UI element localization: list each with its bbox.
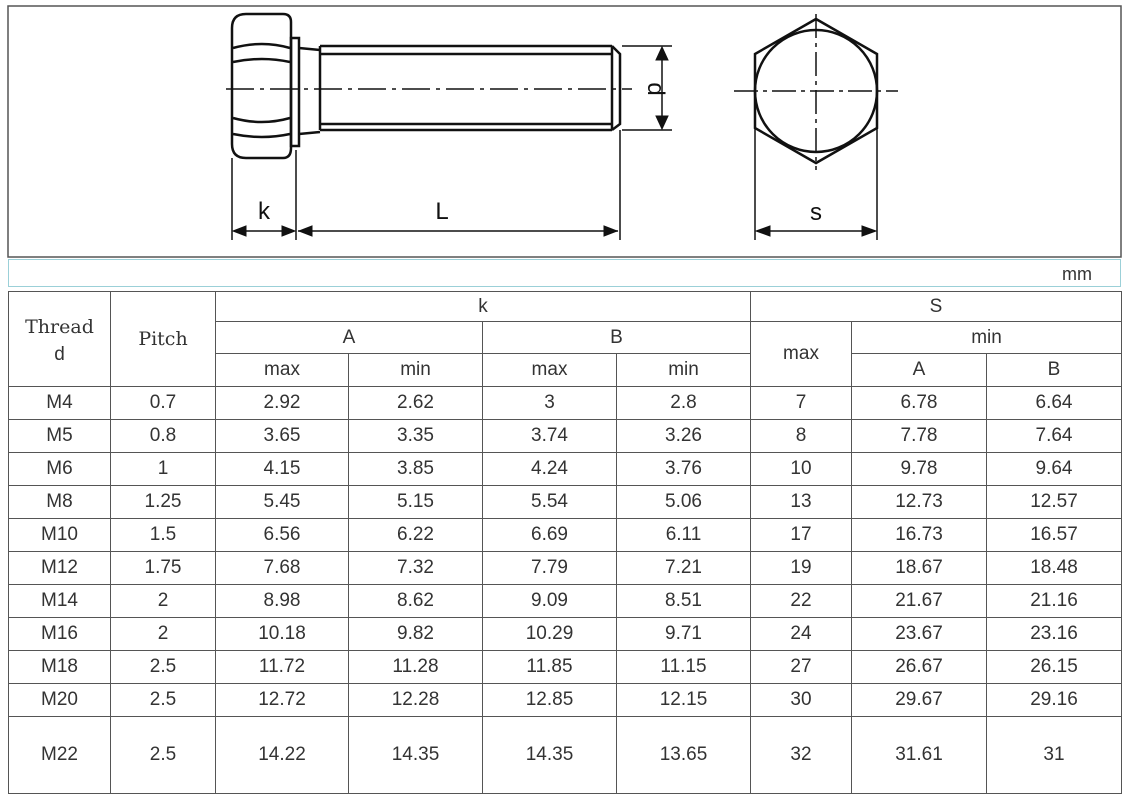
cell-ka-max: 14.22	[216, 717, 349, 794]
cell-sb-min: 31	[987, 717, 1122, 794]
header-kb-max: max	[483, 354, 617, 387]
cell-ka-min: 7.32	[349, 552, 483, 585]
cell-kb-max: 9.09	[483, 585, 617, 618]
cell-ka-min: 2.62	[349, 387, 483, 420]
cell-kb-min: 11.15	[617, 651, 751, 684]
header-pitch: Pitch	[111, 292, 216, 387]
cell-s-max: 27	[751, 651, 852, 684]
cell-s-max: 8	[751, 420, 852, 453]
table-row	[9, 585, 1122, 618]
cell-sb-min: 16.57	[987, 519, 1122, 552]
cell-sa-min: 9.78	[852, 453, 987, 486]
cell-ka-min: 8.62	[349, 585, 483, 618]
cell-ka-max: 7.68	[216, 552, 349, 585]
cell-thread: M5	[9, 420, 111, 453]
cell-pitch: 0.7	[111, 387, 216, 420]
header-ka-min: min	[349, 354, 483, 387]
cell-thread: M16	[9, 618, 111, 651]
cell-ka-max: 2.92	[216, 387, 349, 420]
cell-pitch: 2.5	[111, 684, 216, 717]
table-row	[9, 618, 1122, 651]
dimension-label-d: d	[642, 82, 669, 96]
bolt-side-view	[226, 14, 672, 240]
cell-pitch: 2	[111, 618, 216, 651]
dimension-label-L: L	[435, 198, 449, 225]
cell-sb-min: 7.64	[987, 420, 1122, 453]
cell-pitch: 1	[111, 453, 216, 486]
cell-ka-min: 14.35	[349, 717, 483, 794]
cell-ka-max: 8.98	[216, 585, 349, 618]
cell-sa-min: 23.67	[852, 618, 987, 651]
cell-sa-min: 6.78	[852, 387, 987, 420]
cell-ka-min: 5.15	[349, 486, 483, 519]
cell-kb-min: 9.71	[617, 618, 751, 651]
cell-pitch: 0.8	[111, 420, 216, 453]
cell-ka-min: 6.22	[349, 519, 483, 552]
cell-thread: M6	[9, 453, 111, 486]
bolt-spec-table	[8, 291, 1122, 794]
cell-ka-max: 11.72	[216, 651, 349, 684]
cell-s-max: 17	[751, 519, 852, 552]
cell-kb-max: 11.85	[483, 651, 617, 684]
table-row	[9, 453, 1122, 486]
cell-pitch: 2.5	[111, 717, 216, 794]
cell-ka-min: 12.28	[349, 684, 483, 717]
table-row	[9, 387, 1122, 420]
cell-sb-min: 12.57	[987, 486, 1122, 519]
cell-kb-min: 7.21	[617, 552, 751, 585]
cell-sa-min: 26.67	[852, 651, 987, 684]
cell-s-max: 30	[751, 684, 852, 717]
cell-ka-max: 6.56	[216, 519, 349, 552]
cell-kb-max: 3	[483, 387, 617, 420]
cell-sa-min: 31.61	[852, 717, 987, 794]
header-s: S	[751, 292, 1122, 322]
cell-ka-min: 9.82	[349, 618, 483, 651]
cell-thread: M12	[9, 552, 111, 585]
cell-pitch: 1.5	[111, 519, 216, 552]
cell-pitch: 1.75	[111, 552, 216, 585]
header-k: k	[216, 292, 751, 322]
unit-band	[8, 259, 1121, 287]
cell-sb-min: 9.64	[987, 453, 1122, 486]
cell-s-max: 13	[751, 486, 852, 519]
table-row	[9, 552, 1122, 585]
header-s-grade-b: B	[987, 354, 1122, 387]
cell-thread: M18	[9, 651, 111, 684]
cell-thread: M10	[9, 519, 111, 552]
cell-kb-min: 8.51	[617, 585, 751, 618]
bolt-drawing	[0, 0, 1128, 258]
cell-ka-min: 11.28	[349, 651, 483, 684]
cell-sa-min: 16.73	[852, 519, 987, 552]
cell-s-max: 32	[751, 717, 852, 794]
cell-kb-max: 6.69	[483, 519, 617, 552]
cell-thread: M4	[9, 387, 111, 420]
cell-thread: M14	[9, 585, 111, 618]
cell-ka-min: 3.35	[349, 420, 483, 453]
cell-kb-min: 3.76	[617, 453, 751, 486]
cell-sb-min: 26.15	[987, 651, 1122, 684]
table-row	[9, 519, 1122, 552]
cell-thread: M20	[9, 684, 111, 717]
cell-kb-min: 6.11	[617, 519, 751, 552]
header-ka-max: max	[216, 354, 349, 387]
unit-label: mm	[1062, 264, 1092, 284]
cell-s-max: 19	[751, 552, 852, 585]
cell-pitch: 1.25	[111, 486, 216, 519]
cell-ka-max: 12.72	[216, 684, 349, 717]
cell-sa-min: 12.73	[852, 486, 987, 519]
cell-kb-max: 4.24	[483, 453, 617, 486]
drawing-frame	[8, 6, 1121, 257]
cell-kb-max: 5.54	[483, 486, 617, 519]
header-k-grade-a: A	[216, 322, 483, 354]
cell-kb-min: 3.26	[617, 420, 751, 453]
dimension-label-s: s	[810, 199, 822, 226]
cell-kb-max: 10.29	[483, 618, 617, 651]
cell-pitch: 2	[111, 585, 216, 618]
header-kb-min: min	[617, 354, 751, 387]
cell-kb-min: 2.8	[617, 387, 751, 420]
cell-sb-min: 18.48	[987, 552, 1122, 585]
cell-thread: M8	[9, 486, 111, 519]
header-k-grade-b: B	[483, 322, 751, 354]
cell-kb-max: 7.79	[483, 552, 617, 585]
cell-sb-min: 29.16	[987, 684, 1122, 717]
cell-kb-max: 12.85	[483, 684, 617, 717]
cell-sa-min: 21.67	[852, 585, 987, 618]
cell-sb-min: 23.16	[987, 618, 1122, 651]
cell-sb-min: 21.16	[987, 585, 1122, 618]
table-row	[9, 420, 1122, 453]
cell-ka-max: 3.65	[216, 420, 349, 453]
dimension-label-k: k	[258, 198, 270, 225]
cell-s-max: 22	[751, 585, 852, 618]
cell-sa-min: 18.67	[852, 552, 987, 585]
cell-ka-max: 4.15	[216, 453, 349, 486]
cell-pitch: 2.5	[111, 651, 216, 684]
table-row	[9, 717, 1122, 794]
table-row	[9, 486, 1122, 519]
header-s-min: min	[852, 322, 1122, 354]
cell-s-max: 24	[751, 618, 852, 651]
header-s-grade-a: A	[852, 354, 987, 387]
cell-sb-min: 6.64	[987, 387, 1122, 420]
cell-kb-min: 13.65	[617, 717, 751, 794]
cell-kb-min: 5.06	[617, 486, 751, 519]
cell-ka-max: 10.18	[216, 618, 349, 651]
cell-ka-min: 3.85	[349, 453, 483, 486]
cell-kb-min: 12.15	[617, 684, 751, 717]
cell-thread: M22	[9, 717, 111, 794]
cell-ka-max: 5.45	[216, 486, 349, 519]
cell-kb-max: 3.74	[483, 420, 617, 453]
cell-sa-min: 29.67	[852, 684, 987, 717]
cell-s-max: 7	[751, 387, 852, 420]
header-s-max: max	[751, 322, 852, 387]
cell-sa-min: 7.78	[852, 420, 987, 453]
cell-s-max: 10	[751, 453, 852, 486]
cell-kb-max: 14.35	[483, 717, 617, 794]
header-thread-sub: d	[54, 344, 65, 365]
header-thread: Thread d	[9, 292, 111, 387]
table-row	[9, 684, 1122, 717]
table-row	[9, 651, 1122, 684]
